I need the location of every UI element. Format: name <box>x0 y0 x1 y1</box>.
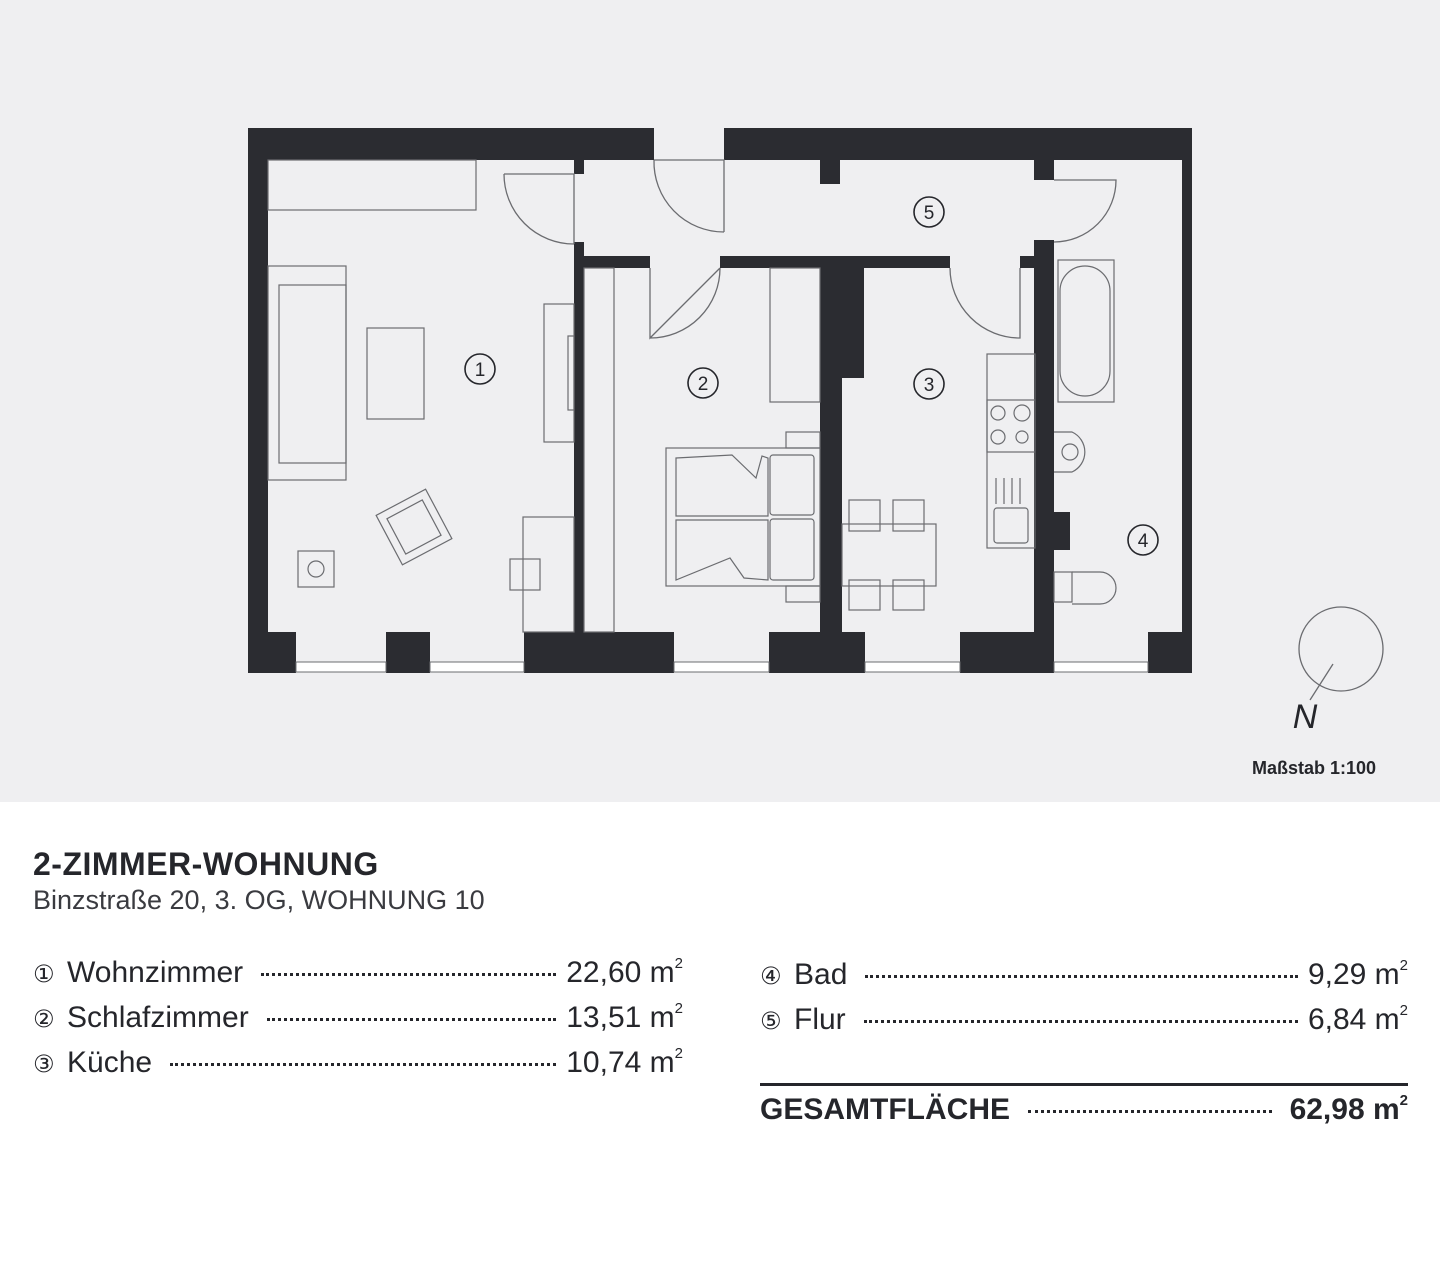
north-arrow-icon <box>1293 607 1383 736</box>
room-marker-label-1: 1 <box>474 360 486 381</box>
dot-leader <box>1028 1110 1272 1113</box>
room-name: Schlafzimmer <box>67 1001 249 1034</box>
room-markers <box>465 197 1158 555</box>
room-row-schlafzimmer <box>33 1000 683 1040</box>
room-number: ⑤ <box>760 1008 782 1035</box>
room-row-flur <box>760 1002 1408 1042</box>
apartment-address: Binzstraße 20, 3. OG, WOHNUNG 10 <box>33 885 485 915</box>
room-number: ④ <box>760 963 782 990</box>
room-number: ③ <box>33 1051 55 1078</box>
room-area: 6,84 $m^2$ <box>1307 1002 1408 1036</box>
doors <box>504 160 1116 338</box>
room-area: 9,29 $m^2$ <box>1307 957 1408 991</box>
room-name: Wohnzimmer <box>67 956 244 989</box>
room-number: ② <box>33 1006 55 1033</box>
dot-leader <box>865 975 1298 978</box>
room-marker-label-2: 2 <box>697 374 709 395</box>
room-number: ① <box>33 961 55 988</box>
room-row-bad <box>760 957 1408 997</box>
total-row <box>760 1092 1408 1136</box>
room-row-wohnzimmer <box>33 955 683 995</box>
room-marker-label-3: 3 <box>923 375 935 396</box>
room-name: Bad <box>794 958 848 991</box>
room-row-kueche <box>33 1045 683 1085</box>
total-area: 62,98 $m^2$ <box>1289 1092 1408 1126</box>
room-area: 13,51 $m^2$ <box>566 1000 683 1034</box>
apartment-title: 2-ZIMMER-WOHNUNG <box>33 846 379 882</box>
furniture <box>268 160 1116 632</box>
room-marker-label-5: 5 <box>923 203 935 224</box>
room-area: 22,60 $m^2$ <box>566 955 683 989</box>
room-area: 10,74 $m^2$ <box>566 1045 683 1079</box>
scale-label: Maßstab 1:100 <box>1252 758 1377 778</box>
north-label: N <box>1292 698 1318 736</box>
dot-leader <box>864 1020 1298 1023</box>
total-label: GESAMTFLÄCHE <box>760 1093 1010 1126</box>
total-divider <box>760 1083 1408 1086</box>
room-marker-label-4: 4 <box>1137 531 1149 552</box>
dot-leader <box>261 973 556 976</box>
dot-leader <box>170 1063 556 1066</box>
room-name: Flur <box>794 1003 846 1036</box>
room-name: Küche <box>67 1046 153 1079</box>
dot-leader <box>267 1018 557 1021</box>
